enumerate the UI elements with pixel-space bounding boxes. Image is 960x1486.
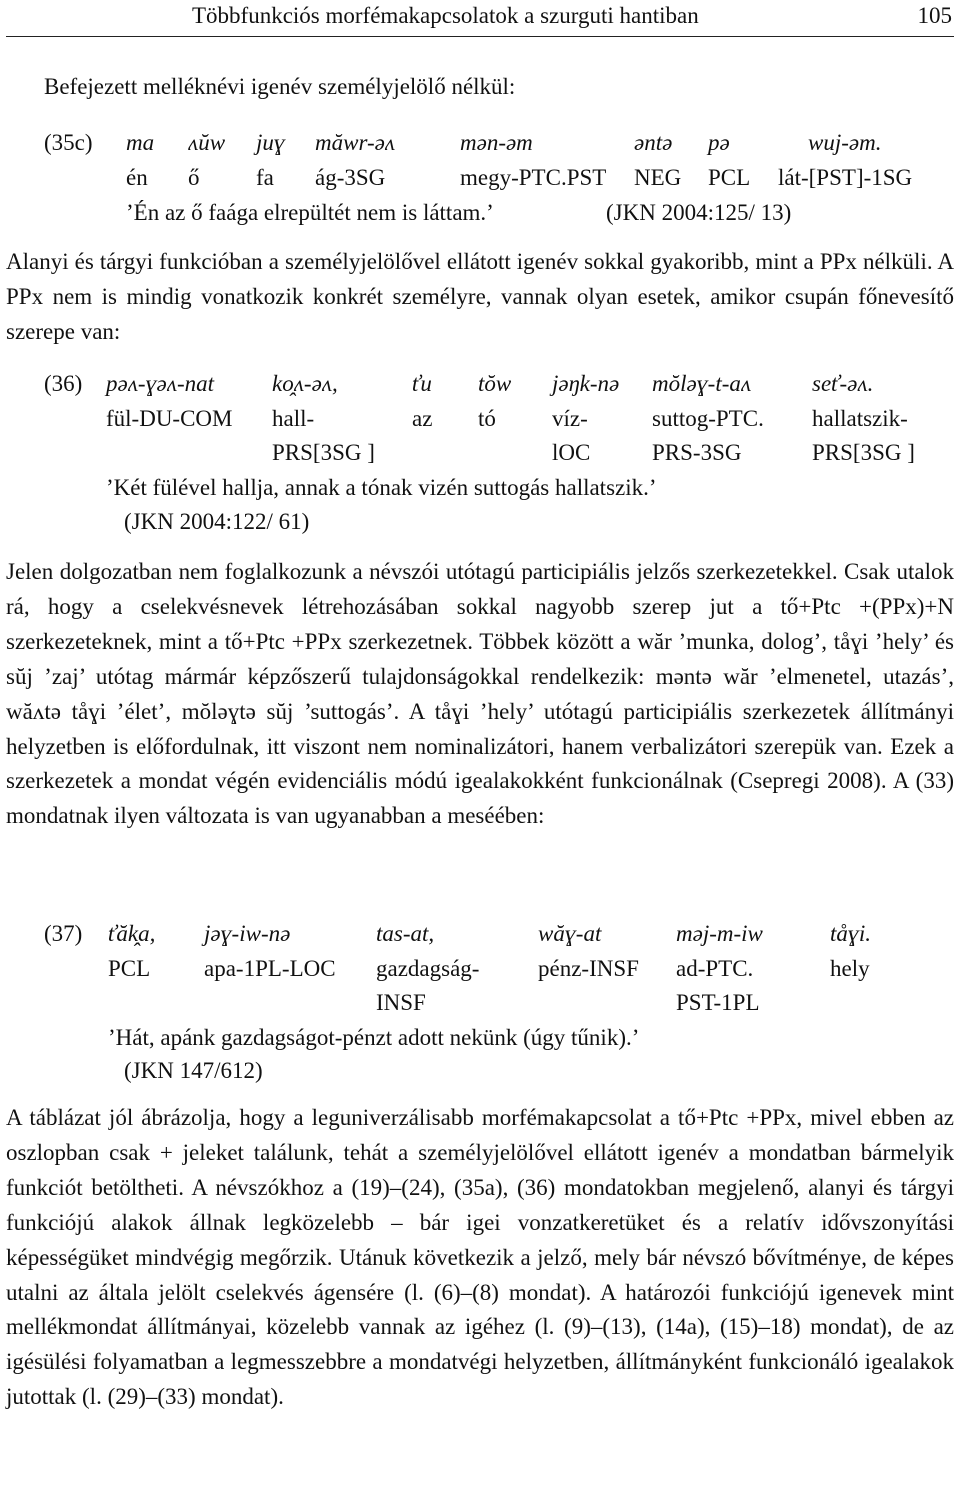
gloss-morpheme: PRS-3SG — [652, 440, 742, 465]
gloss-morpheme: én — [126, 165, 148, 190]
gloss-word: əntə — [634, 130, 673, 155]
gloss-morpheme: PRS[3SG ] — [812, 440, 915, 465]
gloss-morpheme: hall- — [272, 406, 315, 431]
example-number: (35c) — [44, 130, 93, 155]
paragraph-1 — [6, 245, 954, 350]
gloss-word: pəʌ-ɣəʌ-nat — [106, 371, 214, 396]
example-source: (JKN 147/612) — [124, 1058, 263, 1083]
gloss-morpheme: hely — [830, 956, 870, 981]
gloss-morpheme: ad-PTC. — [676, 956, 754, 981]
gloss-word: ťu — [412, 371, 432, 396]
gloss-morpheme: fa — [256, 165, 274, 190]
gloss-morpheme: az — [412, 406, 433, 431]
gloss-word: ma — [126, 130, 155, 155]
gloss-word: jəŋk-nə — [552, 371, 620, 396]
gloss-word: seť-əʌ. — [812, 371, 874, 396]
gloss-word: wuj-əm. — [808, 130, 882, 155]
gloss-word: jəɣ-iw-nə — [204, 921, 291, 946]
example-number: (37) — [44, 921, 83, 946]
subheading: Befejezett melléknévi igenév személyjelölő nélkül: — [44, 74, 516, 99]
gloss-word: ťăk̭a, — [108, 921, 156, 946]
gloss-morpheme: ő — [188, 165, 200, 190]
gloss-morpheme: tó — [478, 406, 496, 431]
gloss-morpheme: suttog-PTC. — [652, 406, 764, 431]
gloss-word: məj-m-iw — [676, 921, 763, 946]
example-number: (36) — [44, 371, 83, 396]
paragraph-text: Alanyi és tárgyi funkcióban a személyjelölővel ellátott igenév sokkal gyakoribb, mint a PPx nélküli. A PPx nem is mindig vonatkozik konkrét személyre, vannak olyan esetek, amikor csupán főnevesítő szerepe van: — [6, 249, 954, 344]
gloss-word: mŏləɣ-t-aʌ — [652, 371, 752, 396]
gloss-morpheme: lát-[PST]-1SG — [778, 165, 913, 190]
gloss-morpheme: ág-3SG — [315, 165, 386, 190]
gloss-word: mən-əm — [460, 130, 533, 155]
paragraph-text: A táblázat jól ábrázolja, hogy a leguniverzálisabb morfémakapcsolat a tő+Ptc +PPx, mivel ebben az oszlopban csak + jeleket találunk, tehát a személyjelölővel ellátott igenév a mondatban bármelyik funkciót betöltheti. A névszókhoz a (19)–(24), (35a), (36) mondatokban megjelenő, alanyi és tárgyi funkciójú alakok állnak legközelebb – bár igei vonzatkeretüket és a relatív idővszonyítási képességüket mindvégig megőrzik. Utánuk következik a jelző, mely bár névszó bővítménye, de képes utalni az általa jelölt cselekvés ágensére (l. (6)–(8) mondat). A határozói funkciójú igenevek mint mellékmondat állítmányai, közelebb vannak az igéhez (l. (9)–(13), (14a), (15)–18) mondat), de az igésülési folyamatban a legmesszebbre a mondatvégi helyzetben, állítmányként funkcionáló igealakok jutottak (l. (29)–(33) mondat). — [6, 1105, 954, 1410]
gloss-morpheme: fül-DU-COM — [106, 406, 233, 431]
paragraph-2 — [6, 555, 954, 834]
gloss-morpheme: lOC — [552, 440, 591, 465]
example-source: (JKN 2004:122/ 61) — [124, 509, 310, 534]
gloss-morpheme: hallatszik- — [812, 406, 908, 431]
page-number: 105 — [917, 3, 952, 28]
gloss-word: măwr-əʌ — [315, 130, 396, 155]
gloss-morpheme: pénz-INSF — [538, 956, 639, 981]
gloss-word: ko̭ʌ-əʌ, — [272, 371, 338, 396]
gloss-morpheme: NEG — [634, 165, 682, 190]
paragraph-3 — [6, 1101, 954, 1415]
gloss-word: wăɣ-at — [538, 921, 602, 946]
gloss-word: ʌŭw — [188, 130, 226, 155]
gloss-morpheme: megy-PTC.PST — [460, 165, 607, 190]
example-translation: ’Két fülével hallja, annak a tónak vizén suttogás hallatszik.’ — [106, 475, 657, 500]
gloss-morpheme: víz- — [552, 406, 588, 431]
gloss-morpheme: PCL — [708, 165, 751, 190]
example-source: (JKN 2004:125/ 13) — [606, 200, 792, 225]
gloss-morpheme: PST-1PL — [676, 990, 760, 1015]
gloss-morpheme: gazdagság- — [376, 956, 480, 981]
gloss-morpheme: INSF — [376, 990, 426, 1015]
gloss-word: tas-at, — [376, 921, 435, 946]
example-translation: ’Hát, apánk gazdagságot-pénzt adott nekünk (úgy tűnik).’ — [108, 1025, 640, 1050]
example-translation: ’Én az ő faága elrepültét nem is láttam.’ — [126, 200, 494, 225]
gloss-word: juɣ — [256, 130, 285, 155]
gloss-word: pə — [708, 130, 730, 155]
gloss-morpheme: apa-1PL-LOC — [204, 956, 336, 981]
gloss-word: tåɣi. — [830, 921, 871, 946]
gloss-word: tŏw — [478, 371, 512, 396]
gloss-morpheme: PRS[3SG ] — [272, 440, 375, 465]
header-rule — [6, 36, 954, 37]
gloss-morpheme: PCL — [108, 956, 151, 981]
running-title: Többfunkciós morfémakapcsolatok a szurguti hantiban — [192, 3, 699, 28]
running-header — [0, 0, 960, 30]
paragraph-text: Jelen dolgozatban nem foglalkozunk a névszói utótagú participiális jelzős szerkezetekkel. Csak utalok rá, hogy a cselekvésnevek létrehozásában sokkal nagyobb szerep jut a tő+Ptc +(PPx)+N szerkezeteknek, mint a tő+Ptc +PPx szerkezetnek. Többek között a wăr ’munka, dolog’, tåɣi ’hely’ és sŭj ’zaj’ utótag mármár képzőszerű tulajdonságokkal rendelkezik: məntə wăr ’elmenetel, utazás’, wăʌtə tåɣi ’élet’, mŏləɣtə sŭj ’suttogás’. A tåɣi ’hely’ utótagú participiális szerkezetek állítmányi helyzetben is előfordulnak, itt viszont nem nominalizátori, hanem verbalizátori szerepük van. Ezek a szerkezetek a mondat végén evidenciális módú igealakokként funkcionálnak (Csepregi 2008). A (33) mondatnak ilyen változata is van ugyanabban a meséében: — [6, 559, 954, 829]
